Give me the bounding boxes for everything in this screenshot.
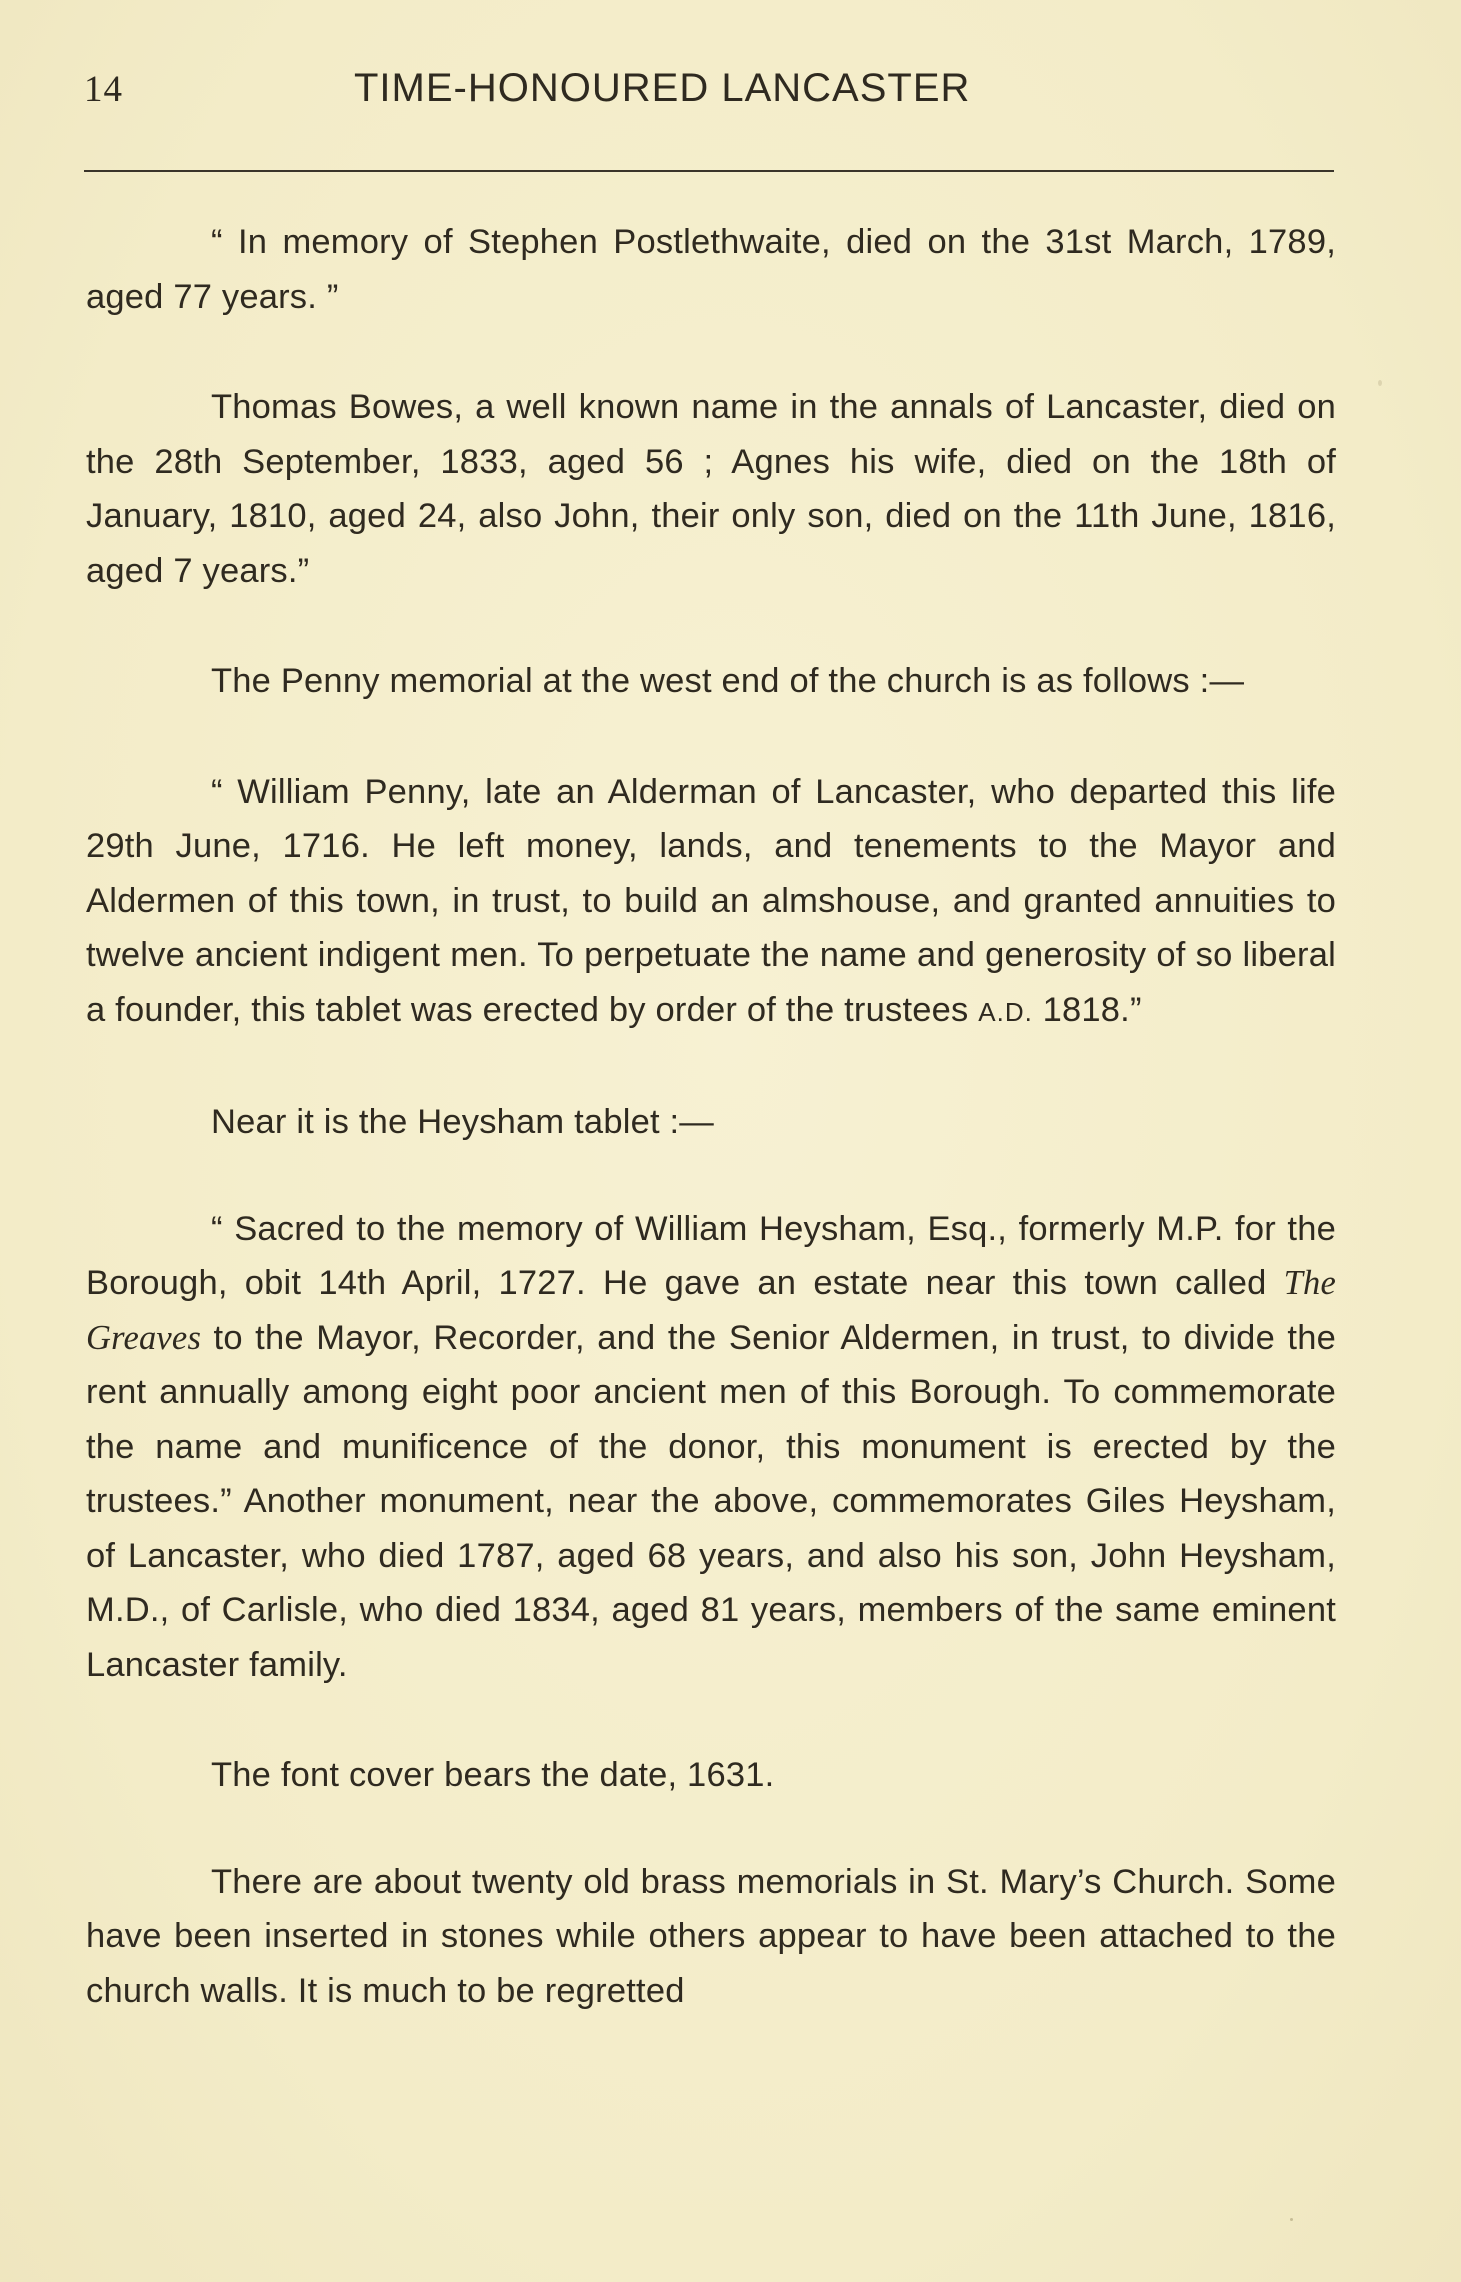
page-number: 14 <box>84 69 123 110</box>
paragraph-heysham-inscription <box>86 1202 1336 1693</box>
running-title: TIME-HONOURED LANCASTER <box>354 66 971 110</box>
paper-speck <box>1290 2218 1293 2221</box>
body-text <box>86 215 1336 2074</box>
paragraph-postlethwaite-inscription: “ In memory of Stephen Postlethwaite, died on the 31st March, 1789, aged 77 years. ” <box>86 223 1336 316</box>
estate-name-italic: The Greaves <box>86 1264 1336 1357</box>
penny-text-before: “ William Penny, late an Alderman of Lancaster, who departed this life 29th June, 1716. He left money, lands, and tenements to the Mayor and Aldermen of this town, in trust, to build an almshouse, and granted annuities to twelve ancient indigent men. To perpetuate the name and generosity of so liberal a founder, this tablet was erected by order of the trustees <box>86 772 1336 1029</box>
paragraph-font-cover: The font cover bears the date, 1631. <box>211 1756 775 1794</box>
heysham-text-after: to the Mayor, Recorder, and the Senior Aldermen, in trust, to divide the rent annually among eight poor ancient men of this Borough. To commemorate the name and munificence of the donor, this monument is erected by the trustees.” Another monument, near the above, commemorates Giles Heysham, of Lancaster, who died 1787, aged 68 years, and also his son, John Heysham, M.D., of Carlisle, who died 1834, aged 81 years, members of the same eminent Lancaster family. <box>86 1318 1336 1684</box>
paragraph-brass-memorials: There are about twenty old brass memorials in St. Mary’s Church. Some have been inserted in stones while others appear to have been attached to the church walls. It is much to be regretted <box>86 1862 1336 2010</box>
paragraph-bowes-inscription: Thomas Bowes, a well known name in the annals of Lancaster, died on the 28th September, 1833, aged 56 ; Agnes his wife, died on the 18th of January, 1810, aged 24, also John, their only son, died on the 11th June, 1816, aged 7 years.” <box>86 388 1336 590</box>
paper-speck <box>1378 380 1382 386</box>
penny-text-after: 1818.” <box>1032 990 1142 1029</box>
paragraph-heysham-intro: Near it is the Heysham tablet :— <box>211 1103 715 1141</box>
paragraph-penny-intro: The Penny memorial at the west end of the church is as follows :— <box>211 662 1245 700</box>
heysham-text-before: “ Sacred to the memory of William Heysham, Esq., formerly M.P. for the Borough, obit 14th April, 1727. He gave an estate near this town called <box>86 1209 1336 1302</box>
page-header <box>84 62 1334 122</box>
header-rule <box>84 170 1334 172</box>
anno-domini-smallcaps: A.D. <box>978 996 1033 1027</box>
paragraph-penny-inscription <box>86 765 1336 1040</box>
